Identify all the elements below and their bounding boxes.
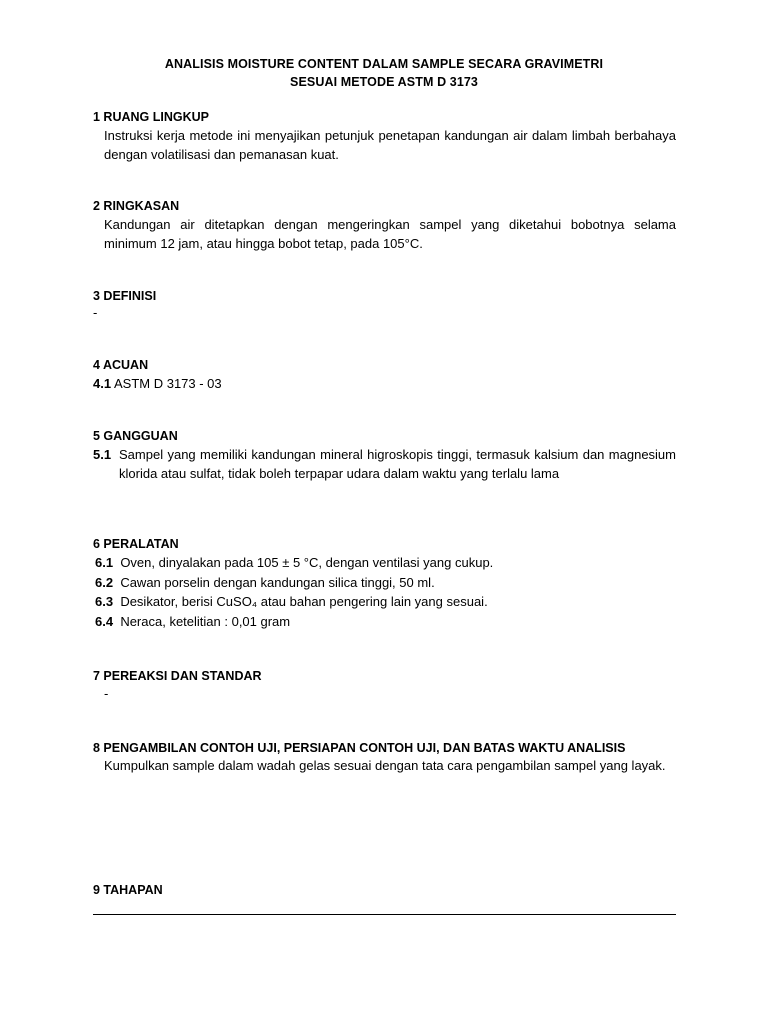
section-9-heading: 9 TAHAPAN bbox=[93, 883, 163, 897]
section-5-item-text: Sampel yang memiliki kandungan mineral higroskopis tinggi, termasuk kalsium dan magnesium klorida atau sulfat, tidak boleh terpapar udara dalam waktu yang terlalu lama bbox=[119, 447, 676, 481]
section-7-heading: 7 PEREAKSI DAN STANDAR bbox=[93, 669, 262, 683]
section-4-item-text: ASTM D 3173 - 03 bbox=[113, 376, 222, 391]
equipment-item-text: Desikator, berisi CuSO₄ atau bahan pengering lain yang sesuai. bbox=[120, 594, 488, 609]
equipment-item-number: 6.4 bbox=[95, 614, 114, 629]
section-1-text: Instruksi kerja metode ini menyajikan petunjuk penetapan kandungan air dalam limbah berbahaya dengan volatilisasi dan pemanasan kuat. bbox=[104, 128, 676, 162]
section-8-heading: 8 PENGAMBILAN CONTOH UJI, PERSIAPAN CONTOH UJI, DAN BATAS WAKTU ANALISIS bbox=[93, 741, 626, 755]
horizontal-rule bbox=[93, 914, 676, 915]
equipment-item-number: 6.1 bbox=[95, 555, 114, 570]
section-4-item bbox=[93, 374, 222, 393]
section-4-heading: 4 ACUAN bbox=[93, 358, 149, 372]
section-8-text: Kumpulkan sample dalam wadah gelas sesuai dengan tata cara pengambilan sampel yang layak. bbox=[104, 758, 666, 773]
equipment-item-text: Cawan porselin dengan kandungan silica tinggi, 50 ml. bbox=[120, 575, 435, 590]
equipment-item-text: Oven, dinyalakan pada 105 ± 5 °C, dengan ventilasi yang cukup. bbox=[120, 555, 494, 570]
section-3-heading: 3 DEFINISI bbox=[93, 289, 157, 303]
section-5-item-number: 5.1 bbox=[93, 447, 112, 462]
equipment-list-item bbox=[95, 592, 488, 611]
equipment-list-item bbox=[95, 612, 290, 631]
equipment-item-number: 6.3 bbox=[95, 594, 114, 609]
section-2-text: Kandungan air ditetapkan dengan mengeringkan sampel yang diketahui bobotnya selama minimum 12 jam, atau hingga bobot tetap, pada 105°C. bbox=[104, 217, 676, 251]
section-6-heading: 6 PERALATAN bbox=[93, 537, 179, 551]
section-2-heading: 2 RINGKASAN bbox=[93, 199, 180, 213]
section-4-item-number: 4.1 bbox=[93, 376, 112, 391]
equipment-item-text: Neraca, ketelitian : 0,01 gram bbox=[120, 614, 291, 629]
equipment-list-item bbox=[95, 573, 435, 592]
section-3-dash: - bbox=[93, 305, 98, 320]
equipment-list-item bbox=[95, 553, 493, 572]
document-title-line1: ANALISIS MOISTURE CONTENT DALAM SAMPLE SECARA GRAVIMETRI bbox=[164, 57, 604, 71]
section-1-heading: 1 RUANG LINGKUP bbox=[93, 110, 209, 124]
equipment-item-number: 6.2 bbox=[95, 575, 114, 590]
section-7-dash: - bbox=[104, 686, 109, 701]
document-title-line2: SESUAI METODE ASTM D 3173 bbox=[290, 75, 478, 89]
section-5-heading: 5 GANGGUAN bbox=[93, 429, 178, 443]
